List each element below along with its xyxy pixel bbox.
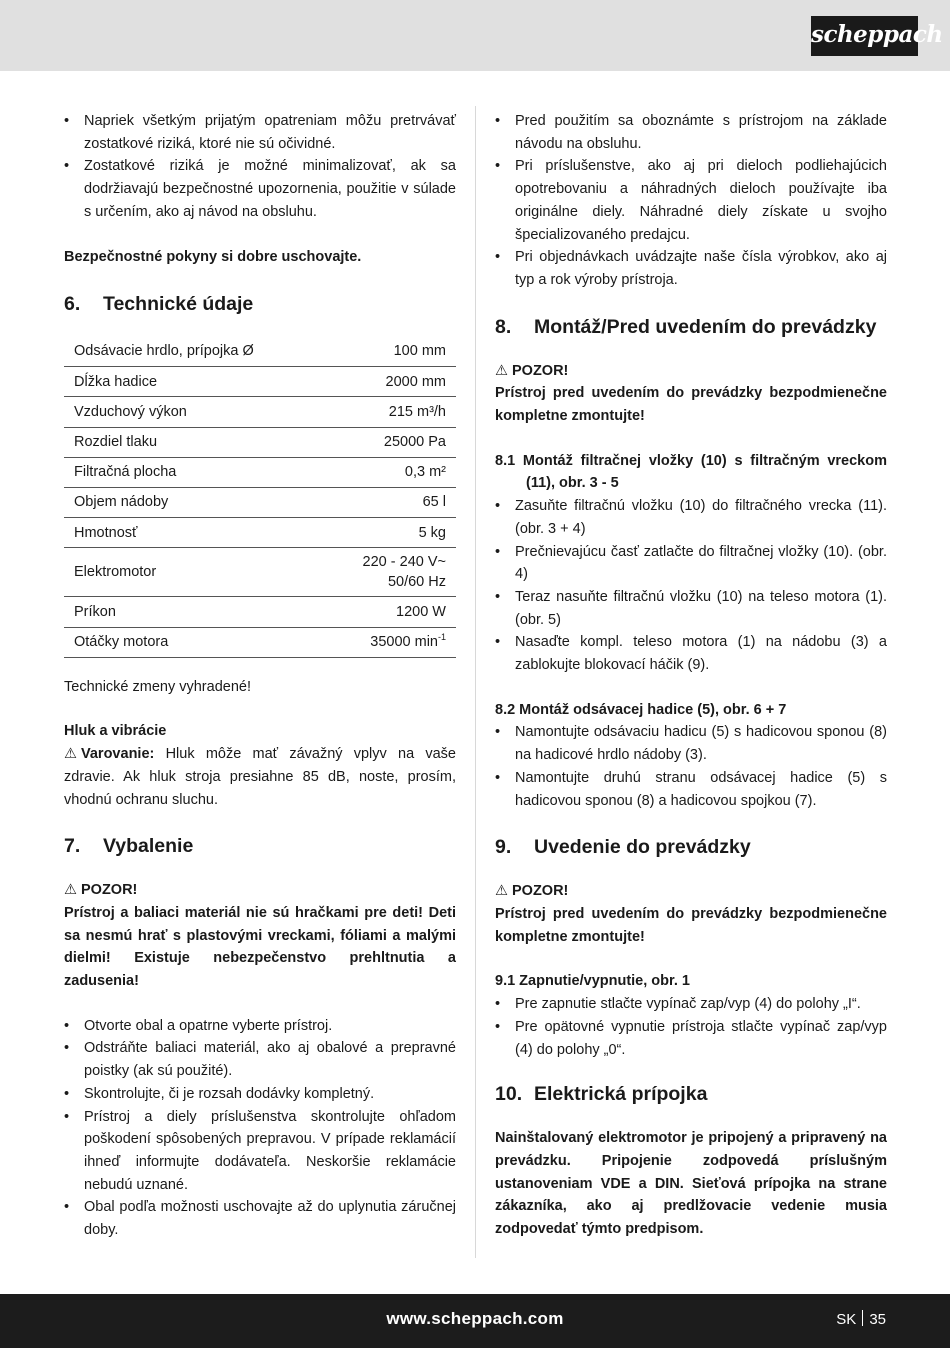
unpacking-warning: Prístroj a baliaci materiál nie sú hračkami pre deti! Deti sa nesmú hrať s plastovými vreckami, fóliami a malými dielmi! Existuje nebezpečenstvo prehltnutia a zadusenia! [64, 904, 456, 990]
section-9-heading: 9. Uvedenie do prevádzky [495, 836, 751, 859]
list-item: • Pri objednávkach uvádzajte naše čísla výrobkov, ako aj typ a rok výroby prístroja. [495, 246, 887, 291]
section-9-1-heading: 9.1 Zapnutie/vypnutie, obr. 1 [495, 973, 690, 990]
warning-triangle-icon: ⚠ [495, 362, 508, 379]
language-code: SK [836, 1311, 857, 1328]
list-item: • Namontujte druhú stranu odsávacej hadice (5) s hadicovou sponou (8) a hadicovou spojkou (7). [495, 767, 887, 812]
caution-label: ⚠ POZOR! [64, 879, 456, 902]
table-row: Hmotnosť 5 kg [64, 518, 456, 548]
startup-warning: Prístroj pred uvedením do prevádzky bezpodmienečne kompletne zmontujte! [495, 905, 887, 945]
tech-changes-note: Technické zmeny vyhradené! [64, 678, 251, 695]
filter-bullet-list [495, 495, 887, 677]
spec-table [64, 337, 456, 658]
unpacking-bullet-list [64, 1015, 456, 1242]
switch-bullet-list [495, 993, 887, 1061]
list-item: • Obal podľa možnosti uschovajte až do uplynutia záručnej doby. [64, 1196, 456, 1241]
section-6-heading: 6. Technické údaje [64, 292, 254, 315]
page-number: 35 [869, 1311, 886, 1328]
section-8-heading: 8. Montáž/Pred uvedením do prevádzky [495, 315, 877, 338]
table-row: Príkon 1200 W [64, 597, 456, 627]
warning-triangle-icon: ⚠ [64, 882, 77, 899]
assembly-warning: Prístroj pred uvedením do prevádzky bezpodmienečne kompletne zmontujte! [495, 385, 887, 425]
column-divider [475, 106, 476, 1258]
list-item: • Prečnievajúcu časť zatlačte do filtračnej vložky (10). (obr. 4) [495, 541, 887, 586]
list-item: • Skontrolujte, či je rozsah dodávky kompletný. [64, 1083, 456, 1106]
brand-logo: scheppach [811, 16, 918, 56]
page-indicator [836, 1309, 886, 1332]
list-item: • Prístroj a diely príslušenstva skontrolujte ohľadom poškodení spôsobených prepravou. V prípade reklamácií ihneď informujte dodávateľa. Neskoršie reklamácie nebudú uznané. [64, 1106, 456, 1197]
table-row: Dĺžka hadice 2000 mm [64, 367, 456, 397]
table-row: Rozdiel tlaku 25000 Pa [64, 427, 456, 457]
list-item: • Pri príslušenstve, ako aj pri dieloch podliehajúcich opotrebovaniu a náhradných dieloch používajte iba originálne diely. Náhradné diely získate u svojho špecializovaného predajcu. [495, 155, 887, 246]
section-10-heading: 10. Elektrická prípojka [495, 1083, 708, 1106]
list-item: • Nasaďte kompl. teleso motora (1) na nádobu (3) a zablokujte blokovací háčik (9). [495, 631, 887, 676]
warning-triangle-icon: ⚠ [495, 883, 508, 900]
table-row: Odsávacie hrdlo, prípojka Ø 100 mm [64, 337, 456, 367]
section-7-heading: 7. Vybalenie [64, 835, 194, 858]
table-row: Elektromotor 220 - 240 V~ 50/60 Hz [64, 548, 456, 597]
footer-website-link[interactable]: www.scheppach.com [386, 1309, 564, 1328]
left-column [64, 110, 456, 1242]
right-intro-bullet-list [495, 110, 887, 292]
warning-triangle-icon: ⚠ [64, 746, 77, 763]
table-row: Vzduchový výkon 215 m³/h [64, 397, 456, 427]
hose-bullet-list [495, 721, 887, 812]
table-row: Objem nádoby 65 l [64, 487, 456, 517]
right-column [495, 110, 887, 1241]
section-8-2-heading: 8.2 Montáž odsávacej hadice (5), obr. 6 + 7 [495, 701, 787, 718]
list-item: • Teraz nasuňte filtračnú vložku (10) na teleso motora (1). (obr. 5) [495, 586, 887, 631]
header-bar [0, 0, 950, 71]
caution-label: ⚠ POZOR! [495, 880, 887, 903]
list-item: • Otvorte obal a opatrne vyberte prístroj. [64, 1015, 456, 1038]
intro-bullet-list [64, 110, 456, 224]
footer-bar [0, 1294, 950, 1348]
table-row: Otáčky motora 35000 $\min^{-1}$ [64, 627, 456, 657]
list-item: • Pred použitím sa oboznámte s prístrojom na základe návodu na obsluhu. [495, 110, 887, 155]
list-item: • Pre zapnutie stlačte vypínač zap/vyp (4) do polohy „I“. [495, 993, 887, 1016]
list-item: • Zasuňte filtračnú vložku (10) do filtračného vrecka (11). (obr. 3 + 4) [495, 495, 887, 540]
electrical-connection-text: Nainštalovaný elektromotor je pripojený a pripravený na prevádzku. Pripojenie zodpovedá príslušným ustanoveniam VDE a DIN. Sieťová prípojka na strane zákazníka, ako aj predlžovacie vedenie musia zodpovedať týmto predpisom. [495, 1130, 887, 1238]
keep-instructions-note: Bezpečnostné pokyny si dobre uschovajte. [64, 249, 362, 266]
noise-title: Hluk a vibrácie [64, 723, 167, 740]
table-row: Filtračná plocha 0,3 m² [64, 457, 456, 487]
list-item: • Napriek všetkým prijatým opatreniam môžu pretrvávať zostatkové riziká, ktoré nie sú očividné. [64, 110, 456, 155]
caution-label: ⚠ POZOR! [495, 360, 887, 383]
list-item: • Namontujte odsávaciu hadicu (5) s hadicovou sponou (8) na hadicové hrdlo nádoby (3). [495, 721, 887, 766]
section-8-1-heading: 8.1 Montáž filtračnej vložky (10) s filtračným vreckom (11), obr. 3 - 5 [495, 452, 887, 492]
list-item: • Pre opätovné vypnutie prístroja stlačte vypínač zap/vyp (4) do polohy „0“. [495, 1016, 887, 1061]
list-item: • Odstráňte baliaci materiál, ako aj obalové a prepravné poistky (ak sú použité). [64, 1037, 456, 1082]
noise-warning: ⚠ Varovanie: Hluk môže mať závažný vplyv na vaše zdravie. Ak hluk stroja presiahne 85 dB, noste, prosím, vhodnú ochranu sluchu. [64, 743, 456, 811]
list-item: • Zostatkové riziká je možné minimalizovať, ak sa dodržiavajú bezpečnostné upozornenia, použitie v súlade s určením, ako aj návod na obsluhu. [64, 155, 456, 223]
